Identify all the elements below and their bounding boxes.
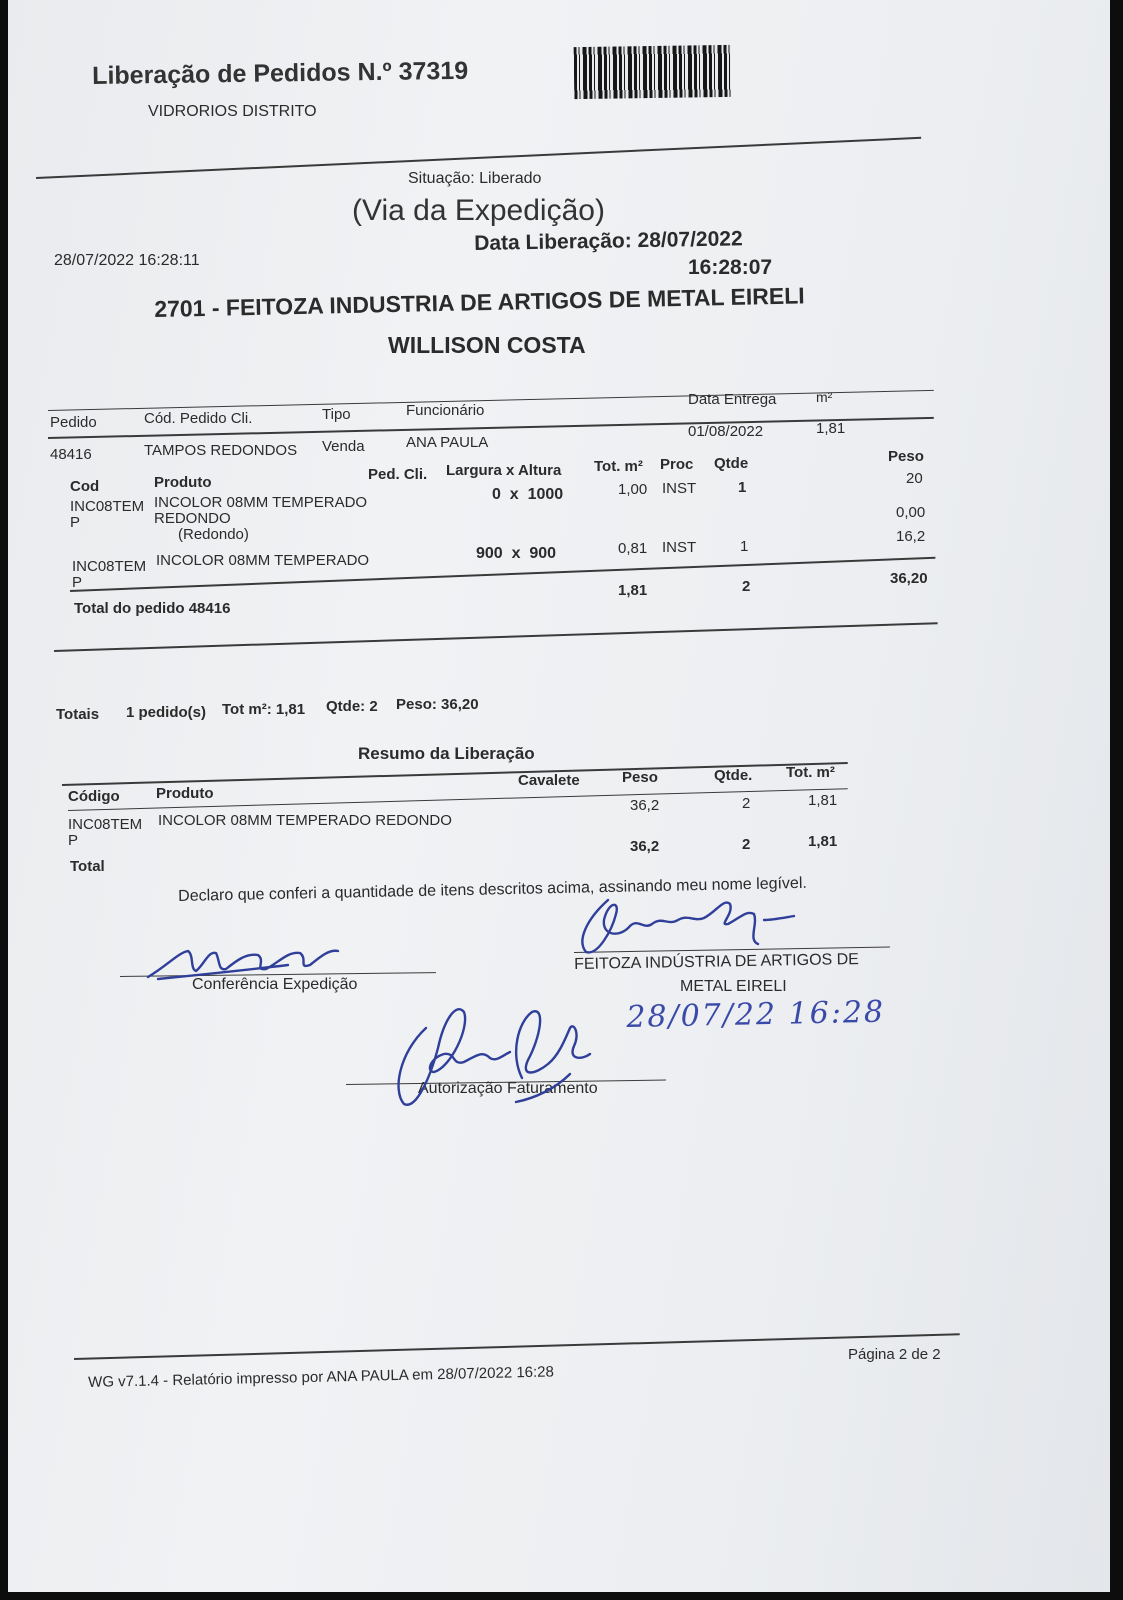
release-date: Data Liberação: 28/07/2022 [474,227,743,255]
summary-header-codigo: Código [68,788,120,805]
release-time: 16:28:07 [688,256,773,279]
summary-total-m2: 1,81 [808,833,838,850]
document-title: Liberação de Pedidos N.º 37319 [92,56,469,90]
conferencia-signature [138,935,348,985]
header-ped-cli: Ped. Cli. [368,466,428,483]
client-sign-line2: METAL EIRELI [680,978,787,995]
summary-code-line2: P [68,832,79,849]
barcode [574,45,732,99]
order-total-m2: 1,81 [618,582,648,599]
item-code-line2: P [72,574,83,591]
client-contact: WILLISON COSTA [388,332,586,358]
autorizacao-signature [386,998,616,1118]
item-qtde: 1 [740,538,749,555]
print-datetime: 28/07/2022 16:28:11 [54,252,200,269]
client-sign-line1: FEITOZA INDÚSTRIA DE ARTIGOS DE [574,951,860,973]
item-code-line1: INC08TEM [70,498,145,515]
summary-header-cavalete: Cavalete [518,772,580,789]
item-product-line2: REDONDO [154,510,231,527]
header-produto: Produto [154,474,212,491]
order-client-code: TAMPOS REDONDOS [144,442,298,459]
summary-title: Resumo da Liberação [358,744,535,763]
header-tipo: Tipo [322,406,351,423]
header-qtde: Qtde [714,455,749,472]
handwritten-date: 28/07/22 16:28 [626,994,886,1035]
declaration-text: Declaro que conferi a quantidade de itens descritos acima, assinando meu nome legível. [178,874,808,905]
item-code-line2: P [70,514,81,531]
order-total-label: Total do pedido 48416 [74,600,231,617]
footer-page-number: Página 2 de 2 [848,1346,941,1363]
totals-peso: Peso: 36,20 [396,696,479,713]
conferencia-label: Conferência Expedição [192,976,358,993]
item-tot-m2: 0,81 [618,540,648,557]
order-type: Venda [322,438,365,455]
totals-label: Totais [56,706,100,723]
autorizacao-label: Autorização Faturamento [418,1080,598,1097]
summary-header-tot-m2: Tot. m² [786,764,835,781]
item-peso: 0,00 [896,504,926,521]
company-name: VIDRORIOS DISTRITO [148,103,317,120]
order-delivery-date: 01/08/2022 [688,423,764,440]
item-product-line1: INCOLOR 08MM TEMPERADO [156,552,370,569]
item-peso: 16,2 [896,528,926,545]
header-funcionario: Funcionário [406,402,485,419]
status-label: Situação: Liberado [408,170,542,187]
header-peso: Peso [888,448,924,465]
order-peso: 20 [906,470,923,487]
summary-peso: 36,2 [630,797,660,814]
summary-total-peso: 36,2 [630,838,660,855]
document-page [8,0,1110,1592]
item-dimensions: 900 x 900 [476,545,557,562]
item-proc: INST [662,480,697,497]
header-cod: Cod [70,478,100,495]
header-data-entrega: Data Entrega [688,391,777,408]
order-total-peso: 36,20 [890,570,928,587]
header-cod-cli: Cód. Pedido Cli. [144,410,253,427]
order-total-qtde: 2 [742,578,751,595]
summary-total-label: Total [70,858,105,875]
totals-qtde: Qtde: 2 [326,698,378,715]
summary-header-peso: Peso [622,769,658,786]
summary-header-produto: Produto [156,785,214,802]
client-name: 2701 - FEITOZA INDUSTRIA DE ARTIGOS DE METAL EIRELI [154,282,805,322]
header-largura-altura: Largura x Altura [446,462,562,479]
item-dimensions: 0 x 1000 [492,486,564,503]
order-m2: 1,81 [816,420,846,437]
item-tot-m2: 1,00 [618,481,648,498]
header-pedido: Pedido [50,414,97,431]
header-m2: m² [816,389,833,405]
summary-product: INCOLOR 08MM TEMPERADO REDONDO [158,812,452,829]
order-employee: ANA PAULA [406,434,489,451]
summary-total-qtde: 2 [742,836,751,853]
footer-printed-by: WG v7.1.4 - Relatório impresso por ANA PAULA em 28/07/2022 16:28 [88,1363,555,1391]
totals-m2: Tot m²: 1,81 [222,701,306,718]
summary-code-line1: INC08TEM [68,816,143,833]
item-code-line1: INC08TEM [72,558,147,575]
totals-orders: 1 pedido(s) [126,704,207,721]
divider [48,390,934,411]
via-label: (Via da Expedição) [352,194,605,227]
summary-header-qtde: Qtde. [714,767,753,784]
item-product-note: (Redondo) [178,526,249,543]
item-qtde: 1 [738,479,747,496]
divider [74,1333,960,1360]
item-product-line1: INCOLOR 08MM TEMPERADO [154,494,368,511]
divider [54,622,938,652]
item-proc: INST [662,539,697,556]
summary-tot-m2: 1,81 [808,792,838,809]
header-tot-m2: Tot. m² [594,458,643,475]
order-number: 48416 [50,446,92,463]
summary-qtde: 2 [742,795,751,812]
header-proc: Proc [660,456,694,473]
